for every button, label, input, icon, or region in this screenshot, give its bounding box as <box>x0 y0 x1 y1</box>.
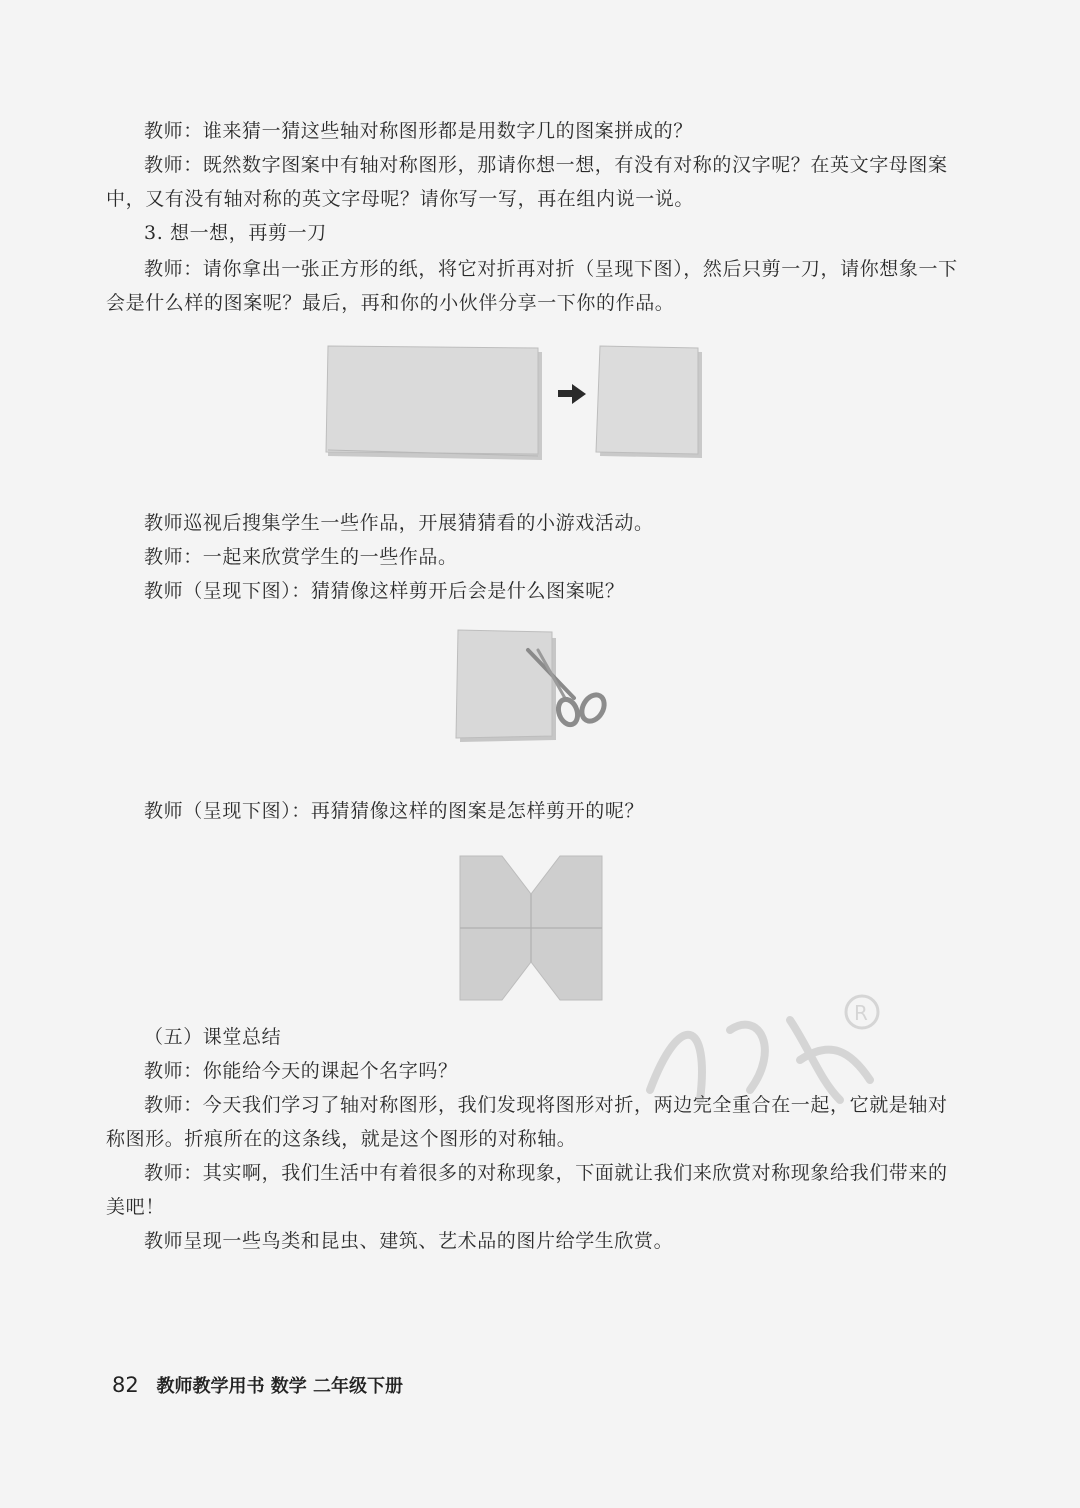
section-heading-summary: （五）课堂总结 <box>144 1026 282 1048</box>
paragraph-chinese-english-symmetry: 教师：既然数字图案中有轴对称图形，那请你想一想，有没有对称的汉字呢？在英文字母图案中，又有没有轴对称的英文字母呢？请你写一写，再在组内说一说。 <box>106 154 948 210</box>
section-heading-cut-once: 3. 想一想，再剪一刀 <box>144 222 327 244</box>
paragraph-appreciate-symmetry: 教师：其实啊，我们生活中有着很多的对称现象，下面就让我们来欣赏对称现象给我们带来的美吧！ <box>106 1162 948 1218</box>
folded-rectangle-paper <box>326 346 542 460</box>
svg-text:R: R <box>854 1001 868 1025</box>
book-title: 教师教学用书 数学 二年级下册 <box>156 1376 404 1397</box>
paragraph-fold-square-paper: 教师：请你拿出一张正方形的纸，将它对折再对折（呈现下图），然后只剪一刀，请你想象一下会是什么样的图案呢？最后，再和你的小伙伴分享一下你的作品。 <box>106 258 958 314</box>
cut-pattern-figure <box>456 854 606 1004</box>
arrow-right-icon <box>558 384 586 404</box>
cutting-figure <box>452 628 614 746</box>
paragraph-guess-digit: 教师：谁来猜一猜这些轴对称图形都是用数字几的图案拼成的？ <box>144 120 693 142</box>
page-number: 82 <box>112 1373 139 1397</box>
folded-square-paper <box>596 346 702 458</box>
paragraph-guess-pattern: 教师（呈现下图）：猜猜像这样剪开后会是什么图案呢？ <box>144 580 625 602</box>
paragraph-how-cut: 教师（呈现下图）：再猜猜像这样的图案是怎样剪开的呢？ <box>144 800 645 822</box>
paragraph-name-lesson: 教师：你能给今天的课起个名字吗？ <box>144 1060 458 1082</box>
folded-square-paper <box>456 630 556 742</box>
paragraph-appreciate-works: 教师：一起来欣赏学生的一些作品。 <box>144 546 458 568</box>
page-footer <box>112 1372 403 1398</box>
paragraph-collect-works: 教师巡视后搜集学生一些作品，开展猜猜看的小游戏活动。 <box>144 512 654 534</box>
folding-figure <box>324 344 704 462</box>
paragraph-symmetry-definition: 教师：今天我们学习了轴对称图形，我们发现将图形对折，两边完全重合在一起，它就是轴对称图形。折痕所在的这条线，就是这个图形的对称轴。 <box>106 1094 948 1150</box>
paragraph-show-pictures: 教师呈现一些鸟类和昆虫、建筑、艺术品的图片给学生欣赏。 <box>144 1230 674 1252</box>
